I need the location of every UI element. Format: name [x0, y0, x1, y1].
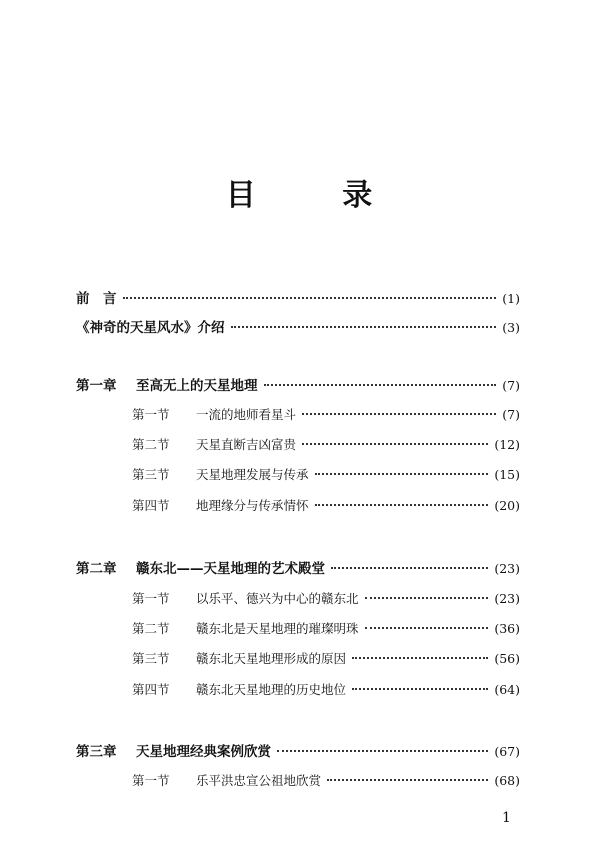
toc-entry-page: (7)	[502, 378, 520, 393]
section-title: 赣东北天星地理的历史地位	[196, 682, 347, 697]
leader-dots	[365, 597, 489, 599]
toc-entry-preface[interactable]	[0, 287, 598, 307]
leader-dots	[365, 627, 489, 629]
section-title: 赣东北天星地理形成的原因	[196, 651, 347, 666]
section-number: 第一节	[132, 591, 170, 606]
toc-section[interactable]	[0, 680, 598, 700]
section-number: 第四节	[132, 682, 170, 697]
section-number: 第四节	[132, 498, 170, 513]
toc-entry-page: (3)	[502, 320, 520, 335]
toc-entry-page: (23)	[494, 561, 520, 576]
section-number: 第一节	[132, 773, 170, 788]
toc-entry-page: (23)	[494, 591, 520, 606]
section-title: 以乐平、德兴为中心的赣东北	[196, 591, 359, 606]
toc-entry-page: (15)	[494, 467, 520, 482]
toc-section[interactable]	[0, 435, 598, 455]
section-number: 第三节	[132, 467, 170, 482]
toc-section[interactable]	[0, 771, 598, 791]
leader-dots	[315, 504, 489, 506]
section-title: 乐平洪忠宣公祖地欣赏	[196, 773, 322, 788]
toc-entry-label: 前 言	[76, 291, 117, 307]
toc-entry-page: (36)	[494, 621, 520, 636]
section-title: 一流的地师看星斗	[196, 407, 297, 422]
section-title: 天星直断吉凶富贵	[196, 437, 297, 452]
toc-section[interactable]	[0, 589, 598, 609]
toc-section[interactable]	[0, 405, 598, 425]
leader-dots	[327, 779, 488, 781]
toc-entry-page: (20)	[494, 498, 520, 513]
toc-entry-label: 《神奇的天星风水》介绍	[76, 320, 225, 336]
toc-entry-page: (64)	[494, 682, 520, 697]
page-title: 目 录	[225, 178, 411, 213]
chapter-number: 第二章	[76, 561, 117, 577]
toc-section[interactable]	[0, 619, 598, 639]
section-number: 第一节	[132, 407, 170, 422]
leader-dots	[315, 473, 489, 475]
toc-chapter-3[interactable]	[0, 740, 598, 760]
toc-entry-page: (67)	[494, 744, 520, 759]
section-number: 第三节	[132, 651, 170, 666]
toc-chapter-2[interactable]	[0, 557, 598, 577]
leader-dots	[302, 443, 488, 445]
toc-entry-page: (7)	[502, 407, 520, 422]
toc-section[interactable]	[0, 649, 598, 669]
chapter-number: 第一章	[76, 378, 117, 394]
section-number: 第二节	[132, 437, 170, 452]
section-number: 第二节	[132, 621, 170, 636]
leader-dots	[264, 384, 497, 386]
page-number: 1	[502, 810, 511, 826]
toc-section[interactable]	[0, 465, 598, 485]
toc-entry-page: (12)	[494, 437, 520, 452]
chapter-title: 天星地理经典案例欣赏	[136, 744, 271, 760]
section-title: 赣东北是天星地理的璀璨明珠	[196, 621, 359, 636]
leader-dots	[277, 750, 488, 752]
leader-dots	[302, 413, 496, 415]
toc-chapter-1[interactable]	[0, 374, 598, 394]
chapter-number: 第三章	[76, 744, 117, 760]
toc-entry-page: (68)	[494, 773, 520, 788]
toc-entry-introduction[interactable]	[0, 316, 598, 336]
leader-dots	[331, 567, 488, 569]
leader-dots	[231, 326, 497, 328]
toc-entry-page: (1)	[502, 291, 520, 306]
chapter-title: 至高无上的天星地理	[136, 378, 258, 394]
section-title: 天星地理发展与传承	[196, 467, 309, 482]
section-title: 地理缘分与传承情怀	[196, 498, 309, 513]
toc-section[interactable]	[0, 496, 598, 516]
leader-dots	[352, 657, 488, 659]
chapter-title: 赣东北——天星地理的艺术殿堂	[136, 561, 325, 577]
leader-dots	[123, 297, 497, 299]
toc-entry-page: (56)	[494, 651, 520, 666]
leader-dots	[352, 688, 488, 690]
